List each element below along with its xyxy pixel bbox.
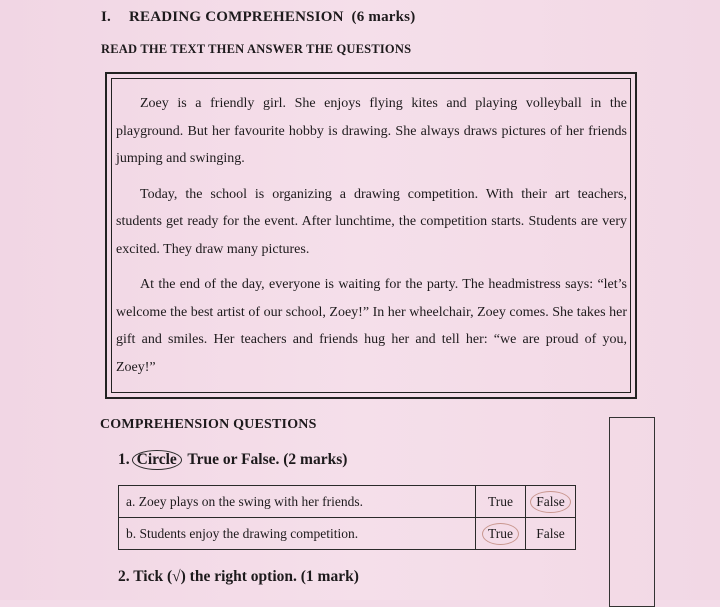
section-number: I. <box>101 9 111 25</box>
questions-heading: COMPREHENSION QUESTIONS <box>100 417 317 432</box>
true-false-table <box>118 485 576 550</box>
option-a-true[interactable]: True <box>487 493 513 509</box>
instruction-text: READ THE TEXT THEN ANSWER THE QUESTIONS <box>101 42 412 56</box>
option-a-false-circled[interactable]: False <box>530 491 571 513</box>
option-a-false-cell[interactable] <box>526 486 576 518</box>
option-b-false[interactable]: False <box>536 525 565 541</box>
question-2: 2. Tick (√) the right option. (1 mark) <box>118 568 359 585</box>
marks-box <box>609 417 655 607</box>
option-b-true-cell[interactable] <box>476 518 526 550</box>
passage-paragraph-3: At the end of the day, everyone is waiting for the party. The headmistress says: “let’s welcome the best artist of our school, Zoey!” In her wheelchair, Zoey comes. She takes her gift and smiles. Her teachers and friends hug her and tell her: “we are proud of you, Zoey!” <box>116 277 627 375</box>
section-title: READING COMPREHENSION <box>129 9 344 25</box>
statement-a: a. Zoey plays on the swing with her friends. <box>119 486 476 518</box>
table-row <box>119 518 576 550</box>
section-marks: (6 marks) <box>351 9 416 25</box>
question-1-number: 1. <box>118 451 130 468</box>
table-row <box>119 486 576 518</box>
option-b-true-circled[interactable]: True <box>482 523 519 545</box>
question-1-instruction: True or False. (2 marks) <box>187 451 348 468</box>
option-a-true-cell[interactable] <box>476 486 526 518</box>
reading-passage-frame <box>105 72 637 399</box>
section-heading <box>101 9 415 26</box>
passage-paragraph-1: Zoey is a friendly girl. She enjoys flying kites and playing volleyball in the playground. But her favourite hobby is drawing. She always draws pictures of her friends jumping and swinging. <box>116 96 627 166</box>
statement-b: b. Students enjoy the drawing competition. <box>119 518 476 550</box>
question-1 <box>118 450 347 470</box>
reading-passage <box>111 78 631 393</box>
circled-word: Circle <box>132 450 182 470</box>
option-b-false-cell[interactable] <box>526 518 576 550</box>
passage-paragraph-2: Today, the school is organizing a drawing competition. With their art teachers, students get ready for the event. After lunchtime, the competition starts. Students are very excited. They draw many pictures. <box>116 186 627 257</box>
